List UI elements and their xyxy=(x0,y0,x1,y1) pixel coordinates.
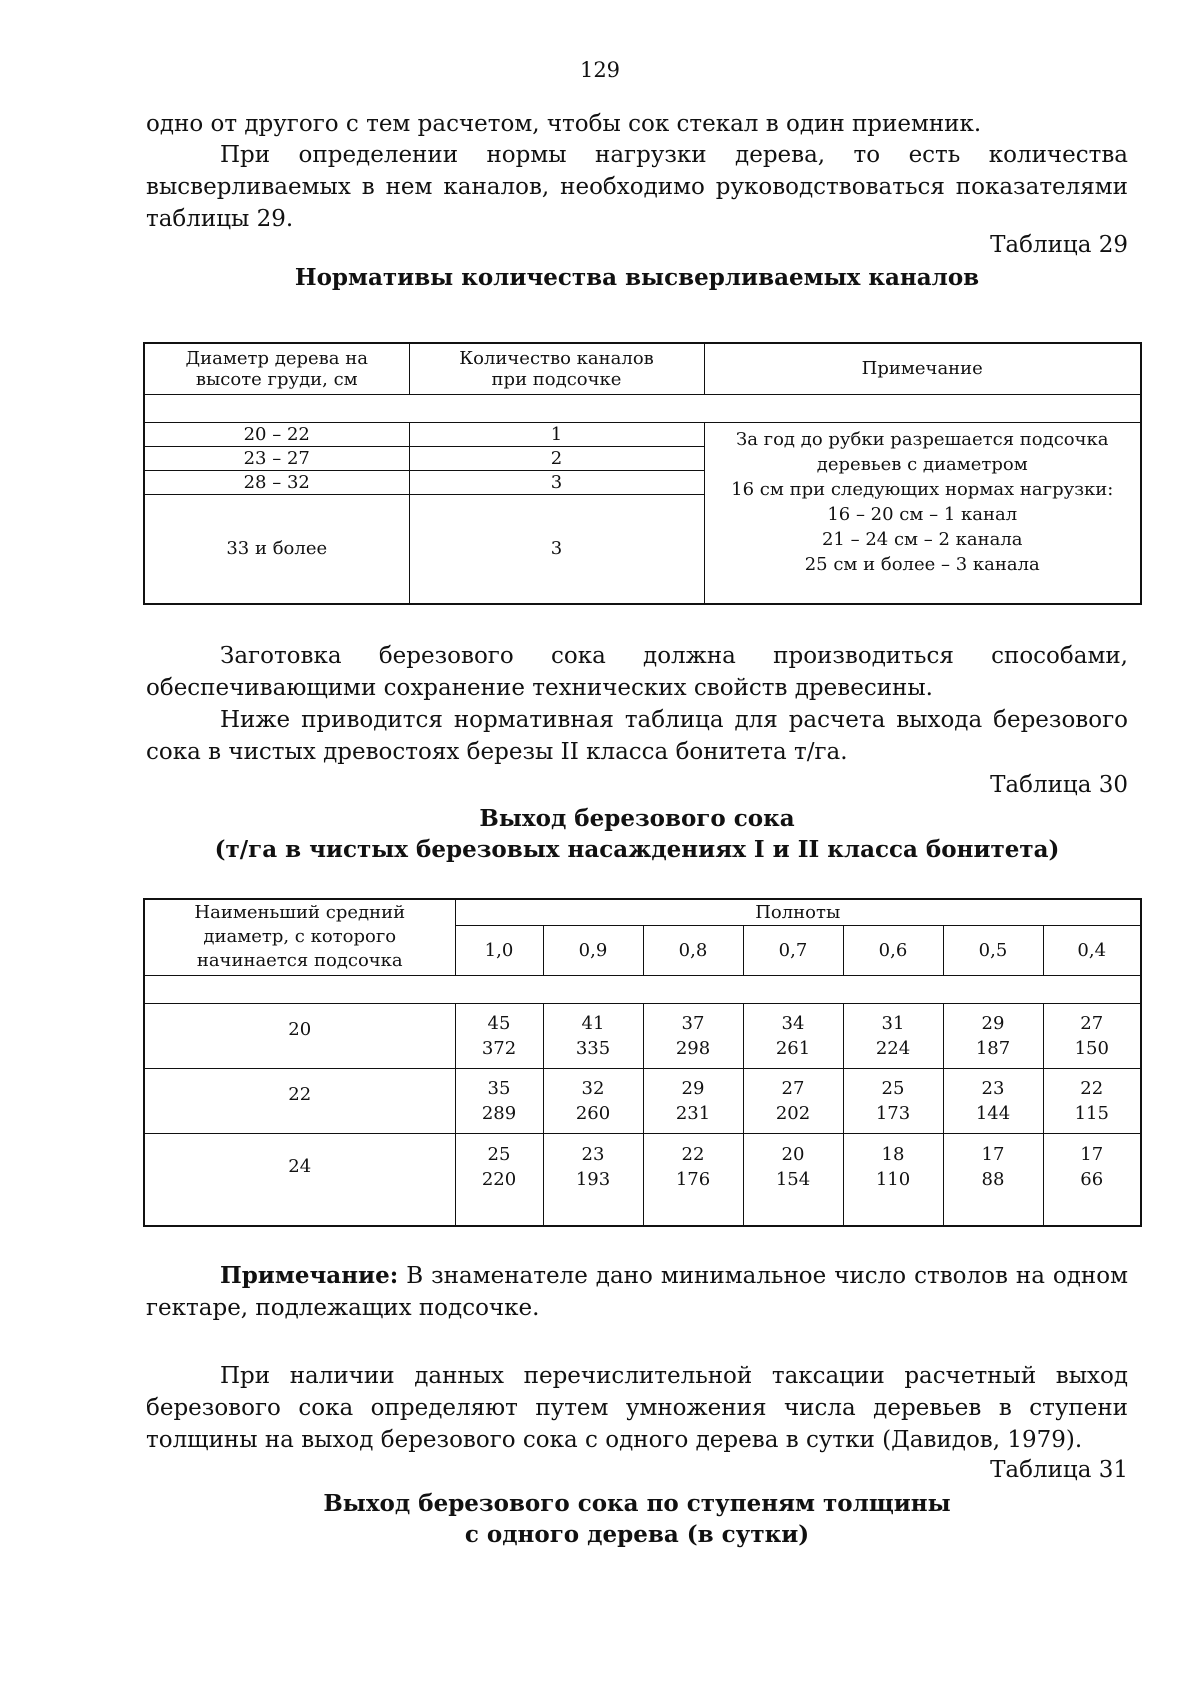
table29-header-row xyxy=(144,343,1141,394)
text-line xyxy=(146,1260,1128,1292)
table30-value-cell: 22 115 xyxy=(1043,1068,1141,1133)
density-header: 1,0 xyxy=(455,925,543,975)
density-header: 0,9 xyxy=(543,925,643,975)
table30-value-cell: 25 173 xyxy=(843,1068,943,1133)
table30-value-cell: 31 224 xyxy=(843,1003,943,1068)
table30-value-cell: 20 154 xyxy=(743,1133,843,1226)
text-line: При определении нормы нагрузки дерева, то есть количества xyxy=(220,142,1128,168)
text-line: одно от другого с тем расчетом, чтобы сок стекал в один приемник. xyxy=(146,111,982,137)
text-line: гектаре, подлежащих подсочке. xyxy=(146,1295,540,1321)
table30-value-cell: 45 372 xyxy=(455,1003,543,1068)
table29-diameter-cell: 33 и более xyxy=(144,494,409,604)
table-row xyxy=(144,422,1141,446)
table30-diameter-cell: 24 xyxy=(144,1133,455,1226)
density-header: 0,6 xyxy=(843,925,943,975)
text-line: таблицы 29. xyxy=(146,206,294,232)
table30-value-cell: 37 298 xyxy=(643,1003,743,1068)
table29-header-diameter: Диаметр дерева на высоте груди, см xyxy=(144,343,409,394)
table30-value-cell: 41 335 xyxy=(543,1003,643,1068)
table30-diameter-cell: 20 xyxy=(144,1003,455,1068)
table30-value-cell: 27 202 xyxy=(743,1068,843,1133)
table29-channels-cell: 2 xyxy=(409,446,704,470)
table30-label: Таблица 30 xyxy=(990,772,1128,798)
table29-header-note: Примечание xyxy=(704,343,1141,394)
text-line: сока в чистых древостоях березы II класса бонитета т/га. xyxy=(146,739,848,765)
intro-paragraph-1 xyxy=(146,108,1128,140)
table29-diameter-cell: 20 – 22 xyxy=(144,422,409,446)
text-line: толщины на выход березового сока с одного дерева в сутки (Давидов, 1979). xyxy=(146,1427,1083,1453)
table29 xyxy=(143,342,1142,605)
note-text: В знаменателе дано минимальное число стволов на одном xyxy=(406,1263,1128,1289)
final-paragraph xyxy=(146,1360,1128,1456)
table30-value-cell: 22 176 xyxy=(643,1133,743,1226)
table-row xyxy=(144,1068,1141,1133)
intro-paragraph-2 xyxy=(146,139,1128,235)
table31-title-line2: с одного дерева (в сутки) xyxy=(464,1521,810,1548)
mid-paragraph-1 xyxy=(146,640,1128,704)
density-header: 0,4 xyxy=(1043,925,1141,975)
density-header: 0,7 xyxy=(743,925,843,975)
table30-value-cell: 29 187 xyxy=(943,1003,1043,1068)
table30-spacer-row xyxy=(144,975,1141,1003)
table29-channels-cell: 3 xyxy=(409,494,704,604)
density-header: 0,5 xyxy=(943,925,1043,975)
text-line: При наличии данных перечислительной таксации расчетный выход xyxy=(220,1363,1128,1389)
table30-header-diameter: Наименьший средний диаметр, с которого начинается подсочка xyxy=(144,899,455,975)
table29-diameter-cell: 23 – 27 xyxy=(144,446,409,470)
table30-value-cell: 18 110 xyxy=(843,1133,943,1226)
table29-title: Нормативы количества высверливаемых каналов xyxy=(294,264,980,291)
note-paragraph xyxy=(146,1260,1128,1324)
density-header: 0,8 xyxy=(643,925,743,975)
table30-value-cell: 29 231 xyxy=(643,1068,743,1133)
table30-title-line2: (т/га в чистых березовых насаждениях I и II класса бонитета) xyxy=(214,836,1060,863)
table29-diameter-cell: 28 – 32 xyxy=(144,470,409,494)
table30-value-cell: 25 220 xyxy=(455,1133,543,1226)
table29-header-channels: Количество каналов при подсочке xyxy=(409,343,704,394)
table30-header-row-1 xyxy=(144,899,1141,925)
table31-label: Таблица 31 xyxy=(990,1457,1128,1483)
table30-value-cell: 23 144 xyxy=(943,1068,1043,1133)
table29-channels-cell: 3 xyxy=(409,470,704,494)
table30-value-cell: 27 150 xyxy=(1043,1003,1141,1068)
table31-title-line1: Выход березового сока по ступеням толщины xyxy=(323,1490,951,1517)
text-line: Заготовка березового сока должна производиться способами, xyxy=(220,643,1128,669)
table30 xyxy=(143,898,1142,1227)
text-line: обеспечивающими сохранение технических свойств древесины. xyxy=(146,675,933,701)
table29-channels-cell: 1 xyxy=(409,422,704,446)
table30-value-cell: 17 88 xyxy=(943,1133,1043,1226)
table30-value-cell: 34 261 xyxy=(743,1003,843,1068)
table-row xyxy=(144,1133,1141,1226)
table30-diameter-cell: 22 xyxy=(144,1068,455,1133)
table30-value-cell: 17 66 xyxy=(1043,1133,1141,1226)
text-line: Ниже приводится нормативная таблица для расчета выхода березового xyxy=(220,707,1128,733)
table30-value-cell: 32 260 xyxy=(543,1068,643,1133)
table30-title-line1: Выход березового сока xyxy=(479,805,795,832)
mid-paragraph-2 xyxy=(146,704,1128,768)
table30-header-densities: Полноты xyxy=(455,899,1141,925)
note-label: Примечание: xyxy=(220,1262,399,1289)
table29-spacer-row xyxy=(144,394,1141,422)
text-line: высверливаемых в нем каналов, необходимо руководствоваться показателями xyxy=(146,174,1128,200)
table-row xyxy=(144,1003,1141,1068)
table30-value-cell: 35 289 xyxy=(455,1068,543,1133)
page-number: 129 xyxy=(579,58,621,82)
table29-label: Таблица 29 xyxy=(990,232,1128,258)
table29-note-cell: За год до рубки разрешается подсочка деревьев с диаметром 16 см при следующих нормах нагрузки: 16 – 20 см – 1 канал 21 – 24 см – 2 канала 25 см и более – 3 канала xyxy=(704,422,1141,604)
text-line: березового сока определяют путем умножения числа деревьев в ступени xyxy=(146,1395,1128,1421)
table30-value-cell: 23 193 xyxy=(543,1133,643,1226)
